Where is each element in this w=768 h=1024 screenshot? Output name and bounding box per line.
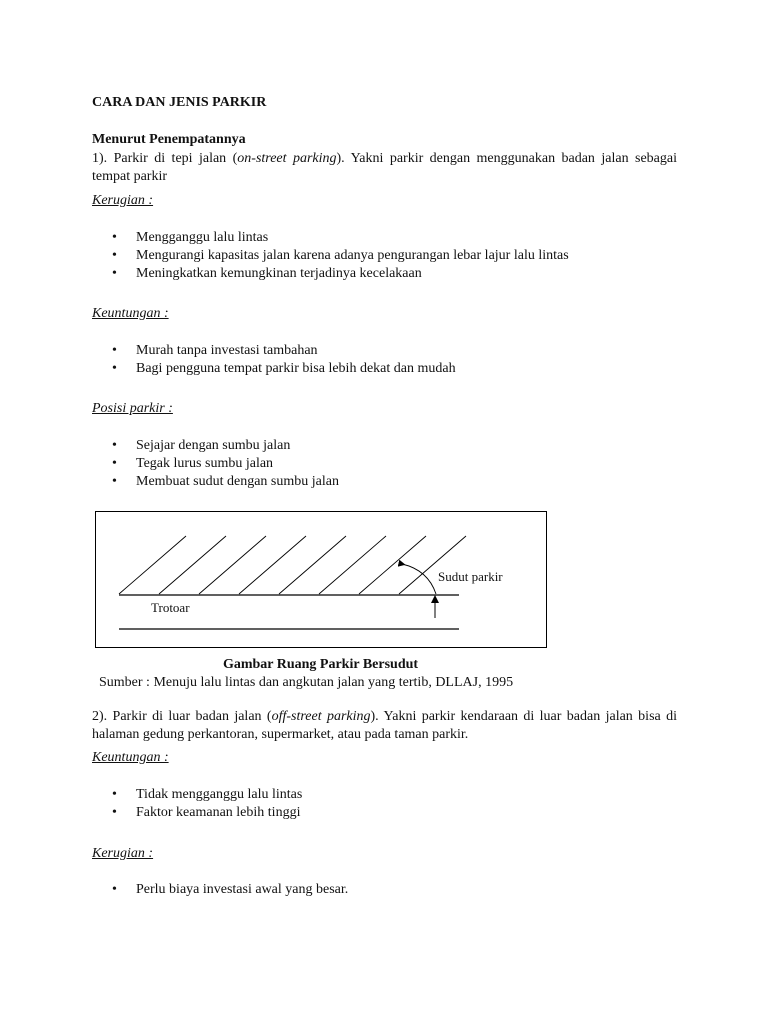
paragraph-off-street: 2). Parkir di luar badan jalan (off-street parking). Yakni parkir kendaraan di luar badan jalan bisa di halaman gedung perkantoran, supermarket, atau pada taman parkir.: [92, 709, 677, 742]
list-item: • Bagi pengguna tempat parkir bisa lebih dekat dan mudah: [112, 361, 456, 376]
page-title: CARA DAN JENIS PARKIR: [92, 95, 267, 110]
angled-parking-figure: [95, 511, 547, 648]
figure-source: Sumber : Menuju lalu lintas dan angkutan jalan yang tertib, DLLAJ, 1995: [99, 675, 514, 690]
angle-arc: [402, 564, 436, 594]
list-item: • Meningkatkan kemungkinan terjadinya kecelakaan: [112, 266, 422, 281]
label-kerugian: Kerugian :: [92, 193, 154, 208]
list-kerugian: [92, 229, 569, 283]
list-item: • Tidak mengganggu lalu lintas: [112, 787, 303, 802]
list-item: • Murah tanpa investasi tambahan: [112, 343, 318, 358]
label-posisi: Posisi parkir :: [92, 401, 173, 416]
parking-stall-lines: [119, 536, 466, 594]
sudut-parkir-label: Sudut parkir: [438, 569, 503, 584]
list-item: • Perlu biaya investasi awal yang besar.: [112, 882, 349, 897]
list-item: • Membuat sudut dengan sumbu jalan: [112, 474, 339, 489]
list-posisi: [92, 437, 339, 491]
list-item: • Sejajar dengan sumbu jalan: [112, 438, 291, 453]
label-keuntungan-2: Keuntungan :: [92, 750, 169, 765]
label-kerugian-2: Kerugian :: [92, 846, 154, 861]
list-item: • Mengurangi kapasitas jalan karena adanya pengurangan lebar lajur lalu lintas: [112, 248, 569, 263]
list-kerugian-2: [92, 881, 348, 899]
label-keuntungan: Keuntungan :: [92, 306, 169, 321]
trotoar-label: Trotoar: [151, 600, 190, 615]
paragraph-on-street: 1). Parkir di tepi jalan (on-street parking). Yakni parkir dengan menggunakan badan jalan sebagai tempat parkir: [92, 151, 677, 184]
list-keuntungan: [92, 342, 456, 378]
figure-caption: Gambar Ruang Parkir Bersudut: [222, 657, 419, 672]
list-keuntungan-2: [92, 786, 302, 822]
list-item: • Faktor keamanan lebih tinggi: [112, 805, 301, 820]
section-heading: Menurut Penempatannya: [92, 132, 246, 147]
list-item: • Tegak lurus sumbu jalan: [112, 456, 274, 471]
list-item: • Mengganggu lalu lintas: [112, 230, 269, 245]
